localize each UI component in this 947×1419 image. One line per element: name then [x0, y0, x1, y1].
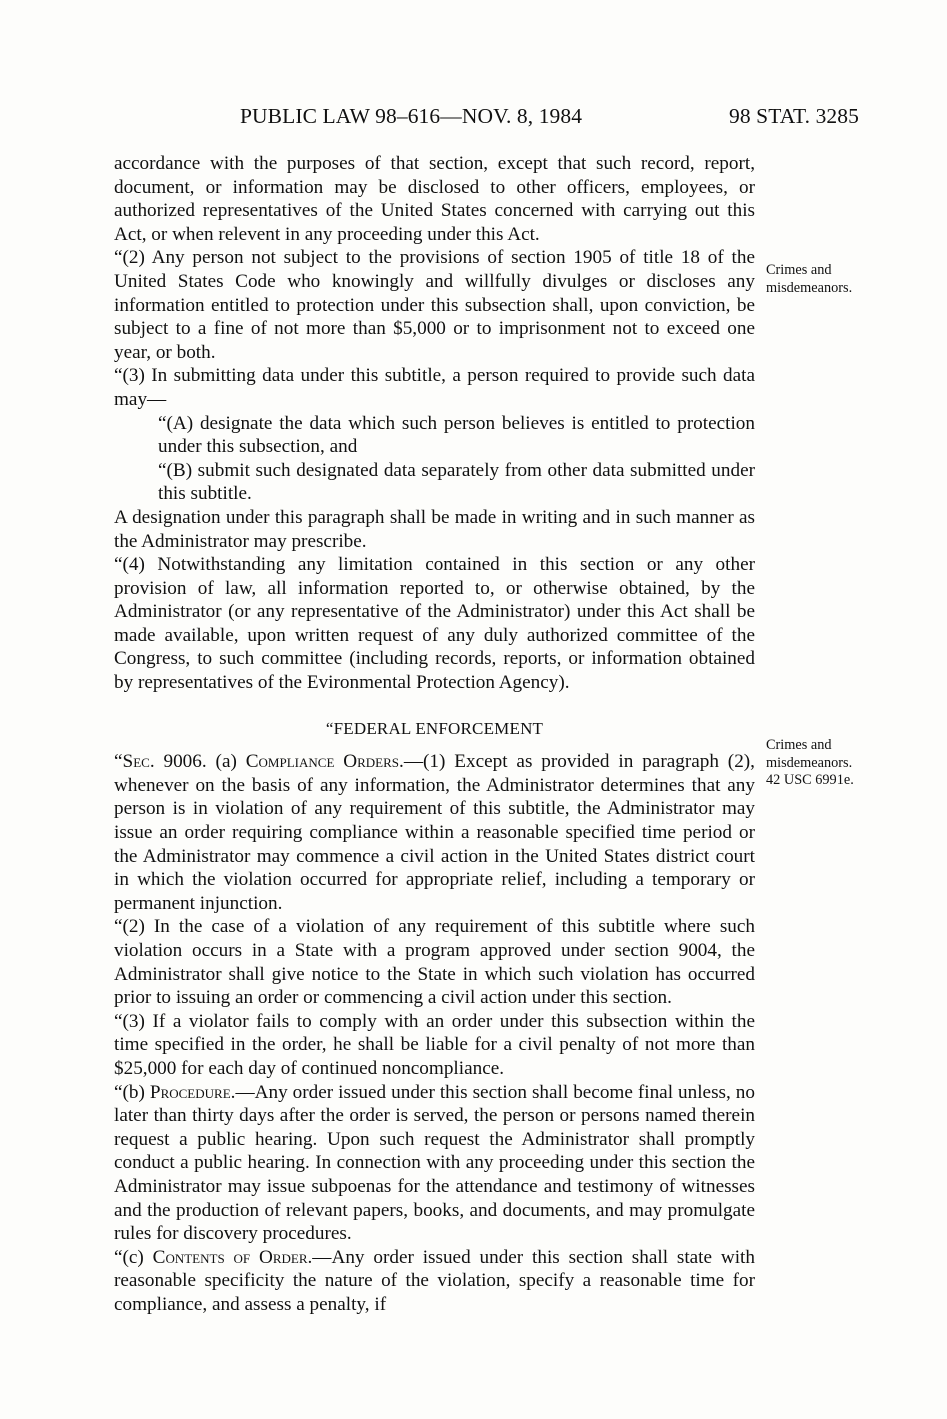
paragraph-designation: A designation under this paragraph shall be made in writing and in such manner as the Administrator may prescribe. [114, 506, 755, 552]
margin-note-usc-citation: 42 USC 6991e. [766, 772, 854, 788]
margin-note-line: misdemeanors. [766, 279, 853, 296]
section-heading-federal-enforcement: “FEDERAL ENFORCEMENT [325, 718, 544, 738]
page-header [0, 104, 947, 130]
paragraph-sec-9006-b: “(b) Procedure.—Any order issued under this section shall become final unless, no later than thirty days after the order is served, the person or persons named therein request a public hearing. Upon such request the Administrator shall promptly conduct a public hearing. In connection with any proceeding under this section the Administrator may issue subpoenas for the attendance and testimony of witnesses and the production of relevant papers, books, and documents, and may promulgate rules for discovery procedures. [114, 1081, 755, 1245]
paragraph-sec-9006-a: “Sec. 9006. (a) Compliance Orders.—(1) Except as provided in paragraph (2), whenever on the basis of any information, the Administrator determines that any person is in violation of any requirement of this subtitle, the Administrator may issue an order requiring compliance within a reasonable specified time period or the Administrator may commence a civil action in the United States district court in which the violation occurred for appropriate relief, including a temporary or permanent injunction. [114, 751, 755, 914]
paragraph-4: “(4) Notwithstanding any limitation contained in this section or any other provision of law, all information reported to, or otherwise obtained, by the Administrator (or any representative of the Administrator) under this Act shall be made available, upon written request of any duly authorized committee of the Congress, to such committee (including records, reports, or information obtained by representatives of the Evironmental Protection Agency). [114, 554, 755, 694]
paragraph-2: “(2) Any person not subject to the provisions of section 1905 of title 18 of the United States Code who knowingly and willfully divulges or discloses any information entitled to protection under this subsection shall, upon conviction, be subject to a fine of not more than $5,000 or to imprisonment not to exceed one year, or both. [114, 247, 755, 363]
paragraph-3a: “(A) designate the data which such person believes is entitled to protection under this subsection, and [158, 412, 755, 458]
header-public-law: PUBLIC LAW 98–616—NOV. 8, 1984 [240, 104, 583, 128]
margin-note-line: Crimes and [766, 737, 832, 753]
paragraph-sec-9006-a3: “(3) If a violator fails to comply with an order under this subsection within the time specified in the order, he shall be liable for a civil penalty of not more than $25,000 for each day of continued noncompliance. [114, 1010, 755, 1079]
margin-note-crimes-2 [766, 737, 931, 790]
paragraph-sec-9006-a2: “(2) In the case of a violation of any requirement of this subtitle where such violation occurs in a State with a program approved under section 9004, the Administrator shall give notice to the State in which such violation has occurred prior to issuing an order or commencing a civil action under this section. [114, 916, 755, 1009]
margin-note-line: Crimes and [766, 262, 832, 278]
paragraph-3: “(3) In submitting data under this subtitle, a person required to provide such data may— [114, 365, 755, 410]
paragraph-3b: “(B) submit such designated data separately from other data submitted under this subtitle. [158, 459, 755, 505]
paragraph-continuation: accordance with the purposes of that section, except that such record, report, document, or information may be disclosed to other officers, employees, or authorized representatives of the United States concerned with carrying out this Act, or when relevent in any proceeding under this Act. [114, 153, 755, 245]
body-column [114, 152, 755, 1317]
header-statute-number: 98 STAT. 3285 [729, 104, 859, 128]
margin-note-crimes-1 [766, 262, 931, 297]
paragraph-sec-9006-c: “(c) Contents of Order.—Any order issued under this section shall state with reasonable specificity the nature of the violation, specify a reasonable time for compliance, and assess a penalty, if [114, 1246, 755, 1315]
margin-note-line: misdemeanors. [766, 754, 853, 771]
